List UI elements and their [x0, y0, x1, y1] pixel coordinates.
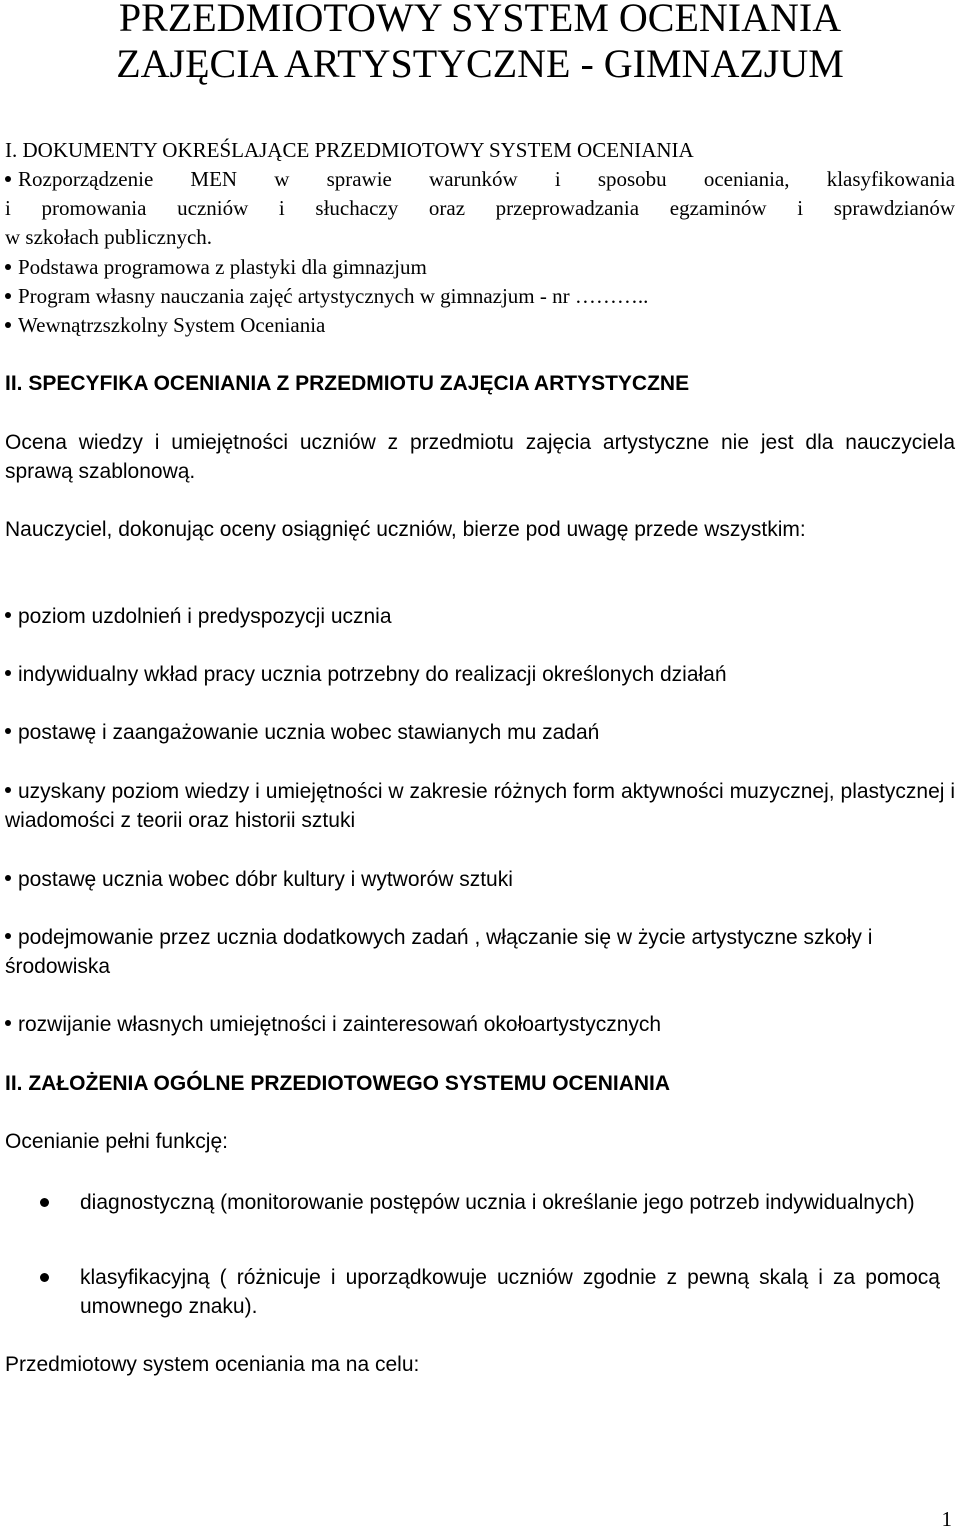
- function-item-2: klasyfikacyjną ( różnicuje i uporządkowuje uczniów zgodnie z pewną skalą i za pomocą umownego znaku).: [80, 1266, 940, 1318]
- section-1-item-2: Podstawa programowa z plastyki dla gimnazjum: [5, 253, 955, 282]
- section-1-item-1-line-3: w szkołach publicznych.: [5, 225, 213, 249]
- bullet-icon: [5, 787, 11, 793]
- criteria-item-3: postawę i zaangażowanie ucznia wobec stawianych mu zadań: [5, 718, 955, 747]
- criteria-item-2: indywidualny wkład pracy ucznia potrzebny do realizacji określonych działań: [5, 660, 955, 689]
- criteria-item-7: rozwijanie własnych umiejętności i zainteresowań okołoartystycznych: [5, 1010, 955, 1039]
- bullet-icon: [5, 728, 11, 734]
- bullet-icon: [5, 176, 11, 182]
- bullet-icon: [5, 1020, 11, 1026]
- bullet-icon: [5, 322, 11, 328]
- section-1-heading: I. DOKUMENTY OKREŚLAJĄCE PRZEDMIOTOWY SYSTEM OCENIANIA: [5, 138, 694, 162]
- document-title-line-1: PRZEDMIOTOWY SYSTEM OCENIANIA: [118, 0, 842, 40]
- page-number: 1: [941, 1507, 952, 1531]
- section-1-item-1: [5, 165, 955, 252]
- function-item-1: diagnostyczną (monitorowanie postępów ucznia i określanie jego potrzeb indywidualnych): [80, 1191, 915, 1214]
- bullet-icon: [5, 933, 11, 939]
- section-3-heading: II. ZAŁOŻENIA OGÓLNE PRZEDIOTOWEGO SYSTEMU OCENIANIA: [5, 1072, 671, 1095]
- section-1-item-1-line-2: i promowania uczniów i słuchaczy oraz przeprowadzania egzaminów i sprawdzianów: [5, 196, 955, 220]
- section-2-paragraph-1: Ocena wiedzy i umiejętności uczniów z przedmiotu zajęcia artystyczne nie jest dla nauczyciela sprawą szablonową.: [5, 431, 955, 483]
- section-1-item-3: Program własny nauczania zajęć artystycznych w gimnazjum - nr ………..: [5, 282, 955, 311]
- section-2-heading: II. SPECYFIKA OCENIANIA Z PRZEDMIOTU ZAJĘCIA ARTYSTYCZNE: [5, 372, 690, 395]
- bullet-icon: [5, 612, 11, 618]
- section-3-closing: Przedmiotowy system oceniania ma na celu:: [5, 1353, 420, 1376]
- section-2-paragraph-2: Nauczyciel, dokonując oceny osiągnięć uczniów, bierze pod uwagę przede wszystkim:: [5, 518, 806, 541]
- criteria-item-5: postawę ucznia wobec dóbr kultury i wytworów sztuki: [5, 865, 955, 894]
- section-1-item-4: Wewnątrzszkolny System Oceniania: [5, 311, 955, 340]
- section-3-intro: Ocenianie pełni funkcję:: [5, 1130, 228, 1153]
- document-title-line-2: ZAJĘCIA ARTYSTYCZNE - GIMNAZJUM: [116, 41, 844, 86]
- bullet-icon: [5, 875, 11, 881]
- criteria-item-4: uzyskany poziom wiedzy i umiejętności w zakresie różnych form aktywności muzycznej, plastycznej i wiadomości z teorii oraz historii sztuki: [5, 780, 955, 832]
- bullet-icon: [5, 264, 11, 270]
- bullet-icon: [40, 1198, 49, 1207]
- criteria-item-6: podejmowanie przez ucznia dodatkowych zadań , włączanie się w życie artystyczne szkoły i środowiska: [5, 926, 873, 978]
- criteria-item-1: poziom uzdolnień i predyspozycji ucznia: [5, 602, 955, 631]
- bullet-icon: [5, 293, 11, 299]
- bullet-icon: [40, 1273, 49, 1282]
- bullet-icon: [5, 670, 11, 676]
- section-1-item-1-line-1: Rozporządzenie MEN w sprawie warunków i sposobu oceniania, klasyfikowania: [5, 165, 955, 194]
